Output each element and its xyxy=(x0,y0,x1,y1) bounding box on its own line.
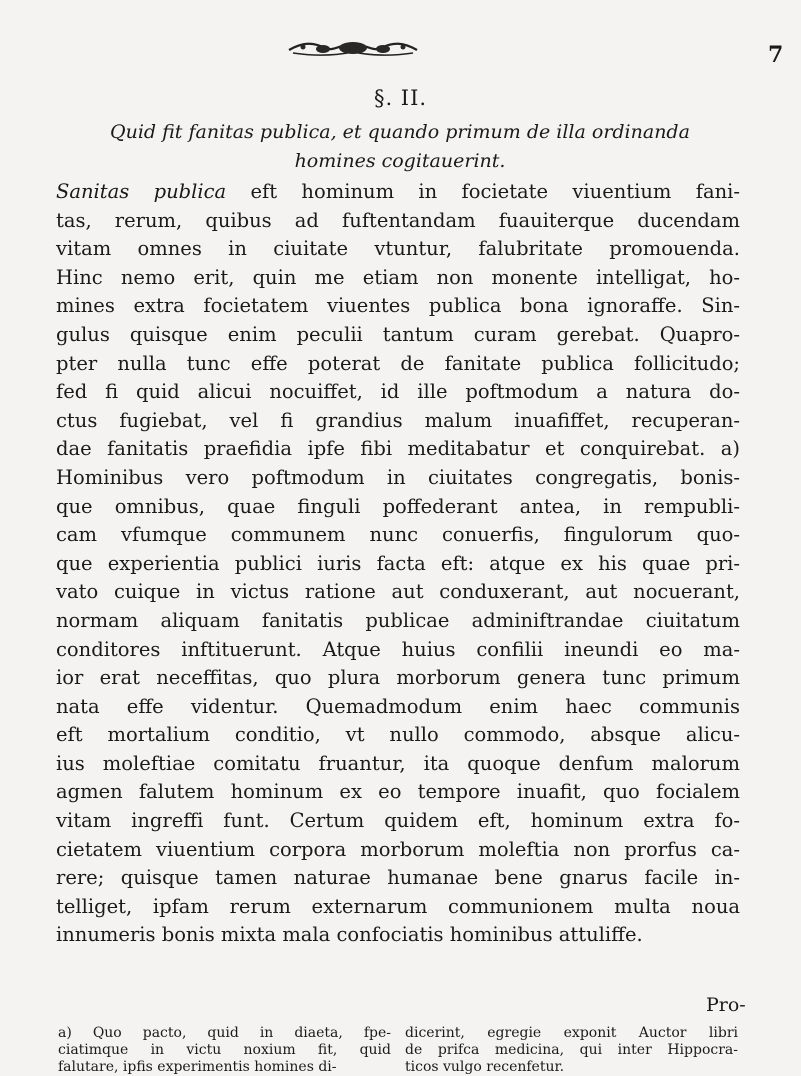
body-line: cam vfumque communem nunc conuerfis, fingulorum quo- xyxy=(56,523,740,547)
body-line: gulus quisque enim peculii tantum curam gerebat. Quapro- xyxy=(56,322,740,346)
body-line: que experientia publici iuris facta eft: atque ex his quae pri- xyxy=(56,551,740,575)
body-line: Sanitas publica eft hominum in focietate viuentium fani- xyxy=(56,180,740,203)
body-line: cietatem viuentium corpora morborum moleftia non prorfus ca- xyxy=(56,837,740,861)
body-line: que omnibus, quae finguli poffederant antea, in rempubli- xyxy=(56,494,740,518)
body-line: agmen falutem hominum ex eo tempore inuafit, quo focialem xyxy=(56,780,740,804)
footnote-line: a) Quo pacto, quid in diaeta, fpe- xyxy=(58,1025,391,1041)
body-line: dae fanitatis praefidia ipfe fibi meditabatur et conquirebat. a) xyxy=(56,437,740,461)
body-line: telliget, ipfam rerum externarum communionem multa noua xyxy=(56,894,740,918)
body-line: conditores inftituerunt. Atque huius confilii ineundi eo ma- xyxy=(56,637,740,661)
body-line: mines extra focietatem viuentes publica bona ignoraffe. Sin- xyxy=(56,294,740,318)
body-text xyxy=(56,178,740,950)
page-number: 7 xyxy=(768,42,784,68)
body-line: tas, rerum, quibus ad fuftentandam fuauiterque ducendam xyxy=(56,208,740,232)
footnote-column-right xyxy=(405,1025,738,1076)
footnotes xyxy=(58,1025,738,1076)
body-line: Hominibus vero poftmodum in ciuitates congregatis, bonis- xyxy=(56,465,740,489)
body-line: ius moleftiae comitatu fruantur, ita quoque denfum malorum xyxy=(56,751,740,775)
footnote-line: de prifca medicina, qui inter Hippocra- xyxy=(405,1042,738,1058)
body-line: rere; quisque tamen naturae humanae bene gnarus facile in- xyxy=(56,866,740,890)
footnote-line: dicerint, egregie exponit Auctor libri xyxy=(405,1025,738,1041)
body-line: normam aliquam fanitatis publicae adminiftrandae ciuitatum xyxy=(56,608,740,632)
body-line: fed fi quid alicui nocuiffet, id ille poftmodum a natura do- xyxy=(56,380,740,404)
body-line: pter nulla tunc effe poterat de fanitate publica follicitudo; xyxy=(56,351,740,375)
body-line: nata effe videntur. Quemadmodum enim haec communis xyxy=(56,694,740,718)
section-heading xyxy=(50,118,750,176)
footnote-line: falutare, ipfis experimentis homines di- xyxy=(58,1059,337,1075)
heading-line-2: homines cogitauerint. xyxy=(294,150,506,172)
section-number: §. II. xyxy=(373,86,428,110)
body-line: eft mortalium conditio, vt nullo commodo, absque alicu- xyxy=(56,723,740,747)
body-line: ior erat neceffitas, quo plura morborum genera tunc primum xyxy=(56,666,740,690)
lead-words: Sanitas publica xyxy=(56,180,227,203)
ornament-headpiece xyxy=(283,38,423,60)
footnote-line: ticos vulgo recenfetur. xyxy=(405,1059,565,1075)
footnote-line: ciatimque in victu noxium fit, quid xyxy=(58,1042,391,1058)
body-line: vitam omnes in ciuitate vtuntur, falubritate promouenda. xyxy=(56,237,740,261)
body-line: vato cuique in victus ratione aut conduxerant, aut nocuerant, xyxy=(56,580,740,604)
catchword: Pro- xyxy=(706,994,746,1016)
body-line: ctus fugiebat, vel fi grandius malum inuafiffet, recuperan- xyxy=(56,408,740,432)
heading-line-1: Quid fit fanitas publica, et quando primum de illa ordinanda xyxy=(110,121,690,143)
body-line: Hinc nemo erit, quin me etiam non monente intelligat, ho- xyxy=(56,265,740,289)
body-line: vitam ingreffi funt. Certum quidem eft, hominum extra fo- xyxy=(56,809,740,833)
footnote-column-left xyxy=(58,1025,391,1076)
body-line: innumeris bonis mixta mala confociatis hominibus attuliffe. xyxy=(56,923,643,947)
